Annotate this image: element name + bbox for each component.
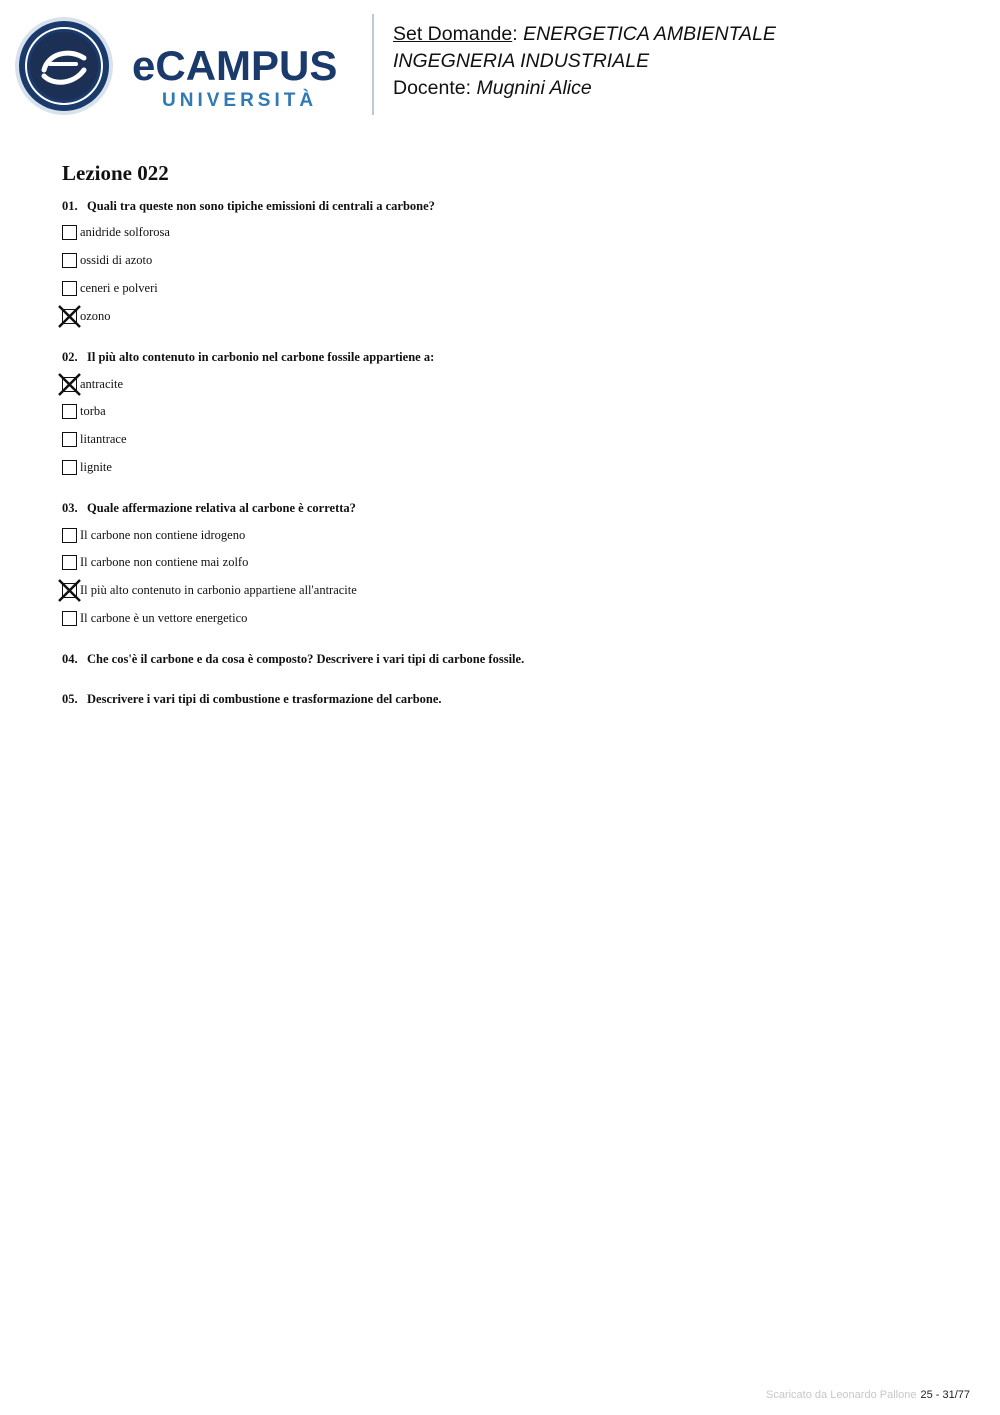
page-footer [766,1389,970,1401]
logo-subtext: UNIVERSITÀ [162,90,318,111]
question-04 [62,652,524,667]
question-03 [62,501,356,516]
option-text: Il carbone è un vettore energetico [80,611,248,625]
question-number: 03. [62,501,78,515]
question-05 [62,692,442,707]
question-text: Quali tra queste non sono tipiche emissioni di centrali a carbone? [87,199,435,213]
set-line-2 [393,48,776,75]
question-text: Descrivere i vari tipi di combustione e trasformazione del carbone. [87,692,442,706]
set-value: ENERGETICA AMBIENTALE [523,23,776,45]
set-label: Set Domande [393,23,513,45]
option-text: Il carbone non contiene idrogeno [80,528,246,542]
question-02 [62,350,434,365]
docente-line [393,75,776,102]
checkbox[interactable] [62,528,77,543]
checkbox[interactable] [62,555,77,570]
option-text: Il più alto contenuto in carbonio appartiene all'antracite [80,583,357,597]
option-text: Il carbone non contiene mai zolfo [80,555,249,569]
ecampus-logo [14,14,359,118]
question-number: 05. [62,692,78,706]
option-text: ceneri e polveri [80,281,158,295]
option-text: lignite [80,460,112,474]
checkbox[interactable] [62,460,77,475]
option-text: ossidi di azoto [80,253,153,267]
question-text: Che cos'è il carbone e da cosa è composto? Descrivere i vari tipi di carbone fossile. [87,652,525,666]
set-value-line2: INGEGNERIA INDUSTRIALE [393,50,650,72]
question-number: 01. [62,199,78,213]
option-text: anidride solforosa [80,225,170,239]
checkbox[interactable] [62,404,77,419]
checkbox[interactable] [62,281,77,296]
checkbox[interactable] [62,253,77,268]
header-info [393,21,776,102]
question-number: 02. [62,350,78,364]
question-01 [62,199,435,214]
logo-wordmark: eCAMPUS [132,42,338,89]
logo-seal-icon [15,17,113,115]
checked-x-icon [58,373,81,396]
lesson-title: Lezione 022 [62,161,169,185]
question-number: 04. [62,652,78,666]
set-line: Set Domande: ENERGETICA AMBIENTALE [393,23,776,45]
question-text: Quale affermazione relativa al carbone è corretta? [87,501,356,515]
checkbox[interactable] [62,225,77,240]
option-text: torba [80,404,106,418]
page-number: 25 - 31/77 [920,1389,970,1401]
docente-value: Mugnini Alice [476,77,592,99]
footer-watermark: Scaricato da Leonardo Pallone [766,1389,917,1401]
option-text: ozono [80,309,111,323]
checked-x-icon [58,579,81,602]
option-text: litantrace [80,432,127,446]
header-divider [372,14,374,115]
checkbox[interactable] [62,432,77,447]
option-text: antracite [80,377,124,391]
docente-label: Docente: [393,77,472,99]
question-text: Il più alto contenuto in carbonio nel carbone fossile appartiene a: [87,350,435,364]
checkbox[interactable] [62,611,77,626]
checked-x-icon [58,305,81,328]
